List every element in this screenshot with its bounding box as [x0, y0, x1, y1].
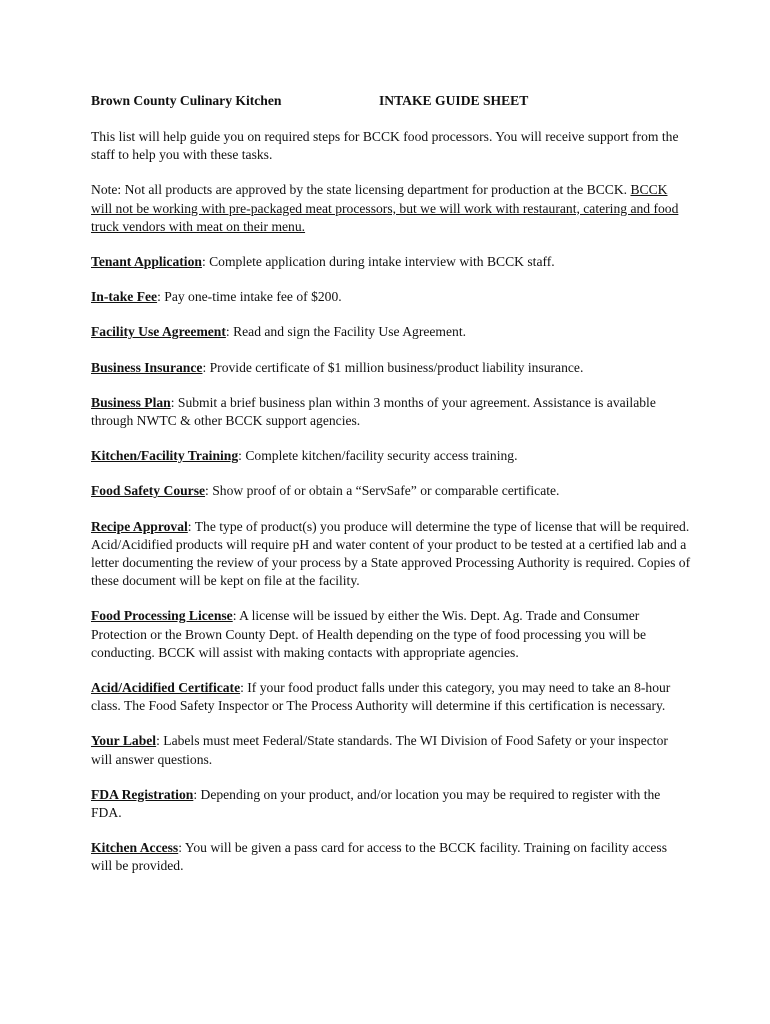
- item-term: Tenant Application: [91, 254, 202, 270]
- item-text: : Read and sign the Facility Use Agreement.: [225, 324, 466, 340]
- item-term: Business Insurance: [91, 359, 203, 375]
- item-text: : Submit a brief business plan within 3 months of your agreement. Assistance is available through NWTC & other BCCK support agencies.: [91, 394, 656, 429]
- document-page: [91, 92, 691, 893]
- item-tenant-application: [91, 253, 691, 271]
- item-text: : Complete application during intake interview with BCCK staff.: [201, 254, 555, 270]
- item-recipe-approval: [91, 518, 691, 591]
- item-business-plan: [91, 394, 691, 430]
- document-title: INTAKE GUIDE SHEET: [379, 93, 529, 108]
- note-underlined-text: BCCK will not be working with pre-packaged meat processors, but we will work with restaurant, catering and food truck vendors with meat on their menu.: [91, 182, 679, 234]
- item-food-safety-course: [91, 482, 691, 500]
- item-term: In-take Fee: [91, 289, 158, 305]
- item-text: : Labels must meet Federal/State standards. The WI Division of Food Safety or your inspector will answer questions.: [91, 733, 668, 767]
- item-food-processing-license: [91, 607, 691, 662]
- item-text: : The type of product(s) you produce will determine the type of license that will be required. Acid/Acidified products will require pH and water content of your product to be tested at a certified lab and a letter documenting the review of your process by a State approved Processing Authority is required. Copies of these document will be kept on file at the facility.: [91, 518, 691, 589]
- note-text: Note: Not all products are approved by the state licensing department for production at the BCCK.: [91, 182, 631, 198]
- item-term: Facility Use Agreement: [91, 324, 226, 340]
- item-your-label: [91, 732, 691, 768]
- intro-paragraph: This list will help guide you on required steps for BCCK food processors. You will receive support from the staff to help you with these tasks.: [91, 129, 679, 163]
- item-term: Business Plan: [91, 394, 171, 410]
- item-term: Food Processing License: [91, 608, 233, 624]
- item-term: FDA Registration: [91, 786, 194, 802]
- item-text: : If your food product falls under this category, you may need to take an 8-hour class. The Food Safety Inspector or The Process Authority will determine if this certification is necessary.: [91, 680, 671, 714]
- item-text: : Show proof of or obtain a “ServSafe” or comparable certificate.: [205, 483, 560, 499]
- item-text: : Complete kitchen/facility security access training.: [238, 448, 518, 464]
- item-text: : You will be given a pass card for access to the BCCK facility. Training on facility access will be provided.: [91, 840, 667, 874]
- item-text: : Provide certificate of $1 million business/product liability insurance.: [202, 359, 584, 375]
- note-paragraph: [91, 181, 691, 236]
- item-intake-fee: [91, 288, 691, 306]
- item-business-insurance: [91, 359, 691, 377]
- item-text: : Pay one-time intake fee of $200.: [157, 289, 342, 305]
- item-facility-use-agreement: [91, 323, 691, 341]
- item-term: Kitchen/Facility Training: [91, 448, 239, 464]
- item-term: Acid/Acidified Certificate: [91, 680, 241, 696]
- item-term: Kitchen Access: [91, 840, 179, 856]
- item-kitchen-facility-training: [91, 447, 691, 465]
- item-text: : Depending on your product, and/or location you may be required to register with the FDA.: [91, 786, 661, 821]
- item-fda-registration: [91, 786, 691, 822]
- document-header: [91, 92, 691, 110]
- item-term: Recipe Approval: [91, 518, 188, 534]
- item-text: : A license will be issued by either the Wis. Dept. Ag. Trade and Consumer Protection or the Brown County Dept. of Health depending on the type of food processing you will be conducting. BCCK will assist with making contacts with appropriate agencies.: [91, 608, 646, 660]
- item-term: Food Safety Course: [91, 483, 206, 499]
- item-acid-acidified-certificate: [91, 679, 691, 715]
- item-term: Your Label: [91, 733, 157, 749]
- item-kitchen-access: [91, 839, 691, 875]
- organization-name: Brown County Culinary Kitchen: [91, 93, 282, 108]
